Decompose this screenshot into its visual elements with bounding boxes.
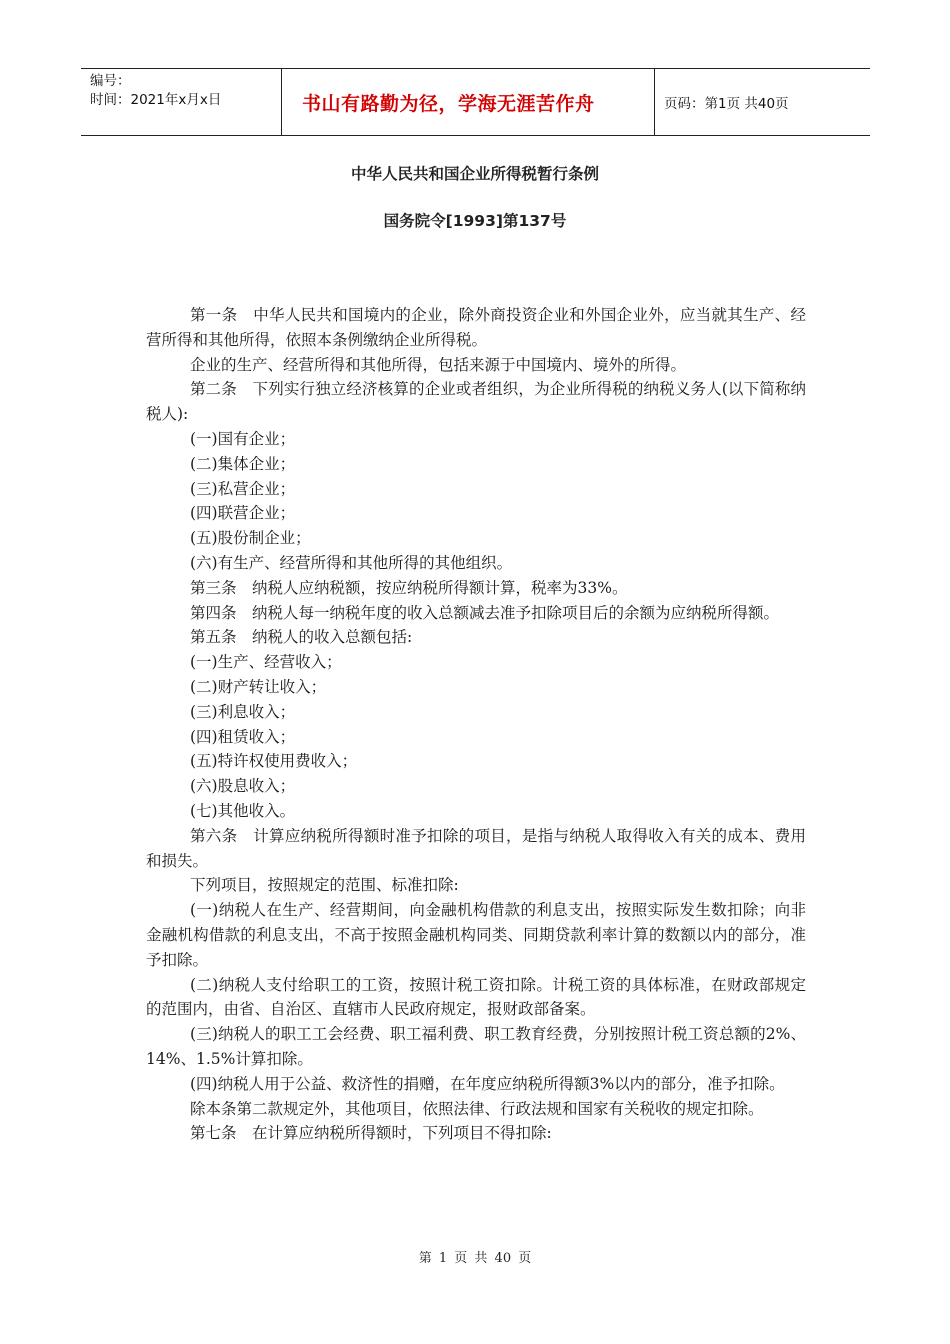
body-paragraph: (一)纳税人在生产、经营期间，向金融机构借款的利息支出，按照实际发生数扣除；向非金融机构借款的利息支出，不高于按照金融机构同类、同期贷款利率计算的数额以内的部分，准予扣除。 <box>146 901 806 969</box>
document-header <box>81 68 870 136</box>
body-paragraph: (三)利息收入； <box>190 702 296 721</box>
document-title: 中华人民共和国企业所得税暂行条例 <box>350 165 599 183</box>
body-paragraph: 第二条 下列实行独立经济核算的企业或者组织，为企业所得税的纳税义务人(以下简称纳税人): <box>146 380 806 424</box>
document-time-label: 时间：2021年x月x日 <box>90 92 222 108</box>
header-page-info: 页码：第1页 共40页 <box>664 96 789 112</box>
header-motto-cell <box>282 69 655 135</box>
body-paragraph: 下列项目，按照规定的范围、标准扣除: <box>190 876 459 895</box>
body-paragraph: (三)纳税人的职工工会经费、职工福利费、职工教育经费，分别按照计税工资总额的2%、14%、1.5%计算扣除。 <box>146 1025 806 1068</box>
body-paragraph: (二)集体企业； <box>190 454 296 473</box>
body-paragraph: 企业的生产、经营所得和其他所得，包括来源于中国境内、境外的所得。 <box>190 355 687 374</box>
body-paragraph: (四)联营企业； <box>190 504 296 523</box>
header-motto: 书山有路勤为径，学海无涯苦作舟 <box>302 92 595 115</box>
page-footer: 第 1 页 共 40 页 <box>418 1251 532 1266</box>
document-subtitle: 国务院令[1993]第137号 <box>383 212 567 230</box>
body-paragraph: (二)财产转让收入； <box>190 677 327 696</box>
body-paragraph: 第七条 在计算应纳税所得额时，下列项目不得扣除: <box>190 1124 552 1143</box>
body-paragraph: 第五条 纳税人的收入总额包括: <box>190 628 413 647</box>
body-paragraph: (四)纳税人用于公益、救济性的捐赠，在年度应纳税所得额3%以内的部分，准予扣除。 <box>190 1074 785 1093</box>
body-paragraph: (七)其他收入。 <box>190 801 296 820</box>
body-paragraph: (一)国有企业； <box>190 429 296 448</box>
header-page-cell <box>655 69 870 135</box>
body-paragraph: (四)租赁收入； <box>190 727 296 746</box>
body-paragraph: (五)特许权使用费收入； <box>190 752 358 771</box>
body-paragraph: (二)纳税人支付给职工的工资，按照计税工资扣除。计税工资的具体标准，在财政部规定的范围内，由省、自治区、直辖市人民政府规定，报财政部备案。 <box>146 975 806 1019</box>
body-paragraph: (三)私营企业； <box>190 479 296 498</box>
body-paragraph: (五)股份制企业； <box>190 529 311 548</box>
body-paragraph: (六)有生产、经营所得和其他所得的其他组织。 <box>190 553 513 572</box>
body-paragraph: 第四条 纳税人每一纳税年度的收入总额减去准予扣除项目后的余额为应纳税所得额。 <box>190 603 780 622</box>
body-paragraph: 除本条第二款规定外，其他项目，依照法律、行政法规和国家有关税收的规定扣除。 <box>190 1099 764 1118</box>
body-paragraph: 第一条 中华人民共和国境内的企业，除外商投资企业和外国企业外，应当就其生产、经营所得和其他所得，依照本条例缴纳企业所得税。 <box>146 306 806 349</box>
document-number-label: 编号： <box>90 73 131 89</box>
body-paragraph: 第三条 纳税人应纳税额，按应纳税所得额计算，税率为33%。 <box>190 578 628 597</box>
document-body <box>146 303 806 1146</box>
body-paragraph: (六)股息收入； <box>190 777 296 796</box>
body-paragraph: (一)生产、经营收入； <box>190 653 342 672</box>
header-meta-cell <box>81 69 282 135</box>
body-paragraph: 第六条 计算应纳税所得额时准予扣除的项目，是指与纳税人取得收入有关的成本、费用和损失。 <box>146 826 806 870</box>
